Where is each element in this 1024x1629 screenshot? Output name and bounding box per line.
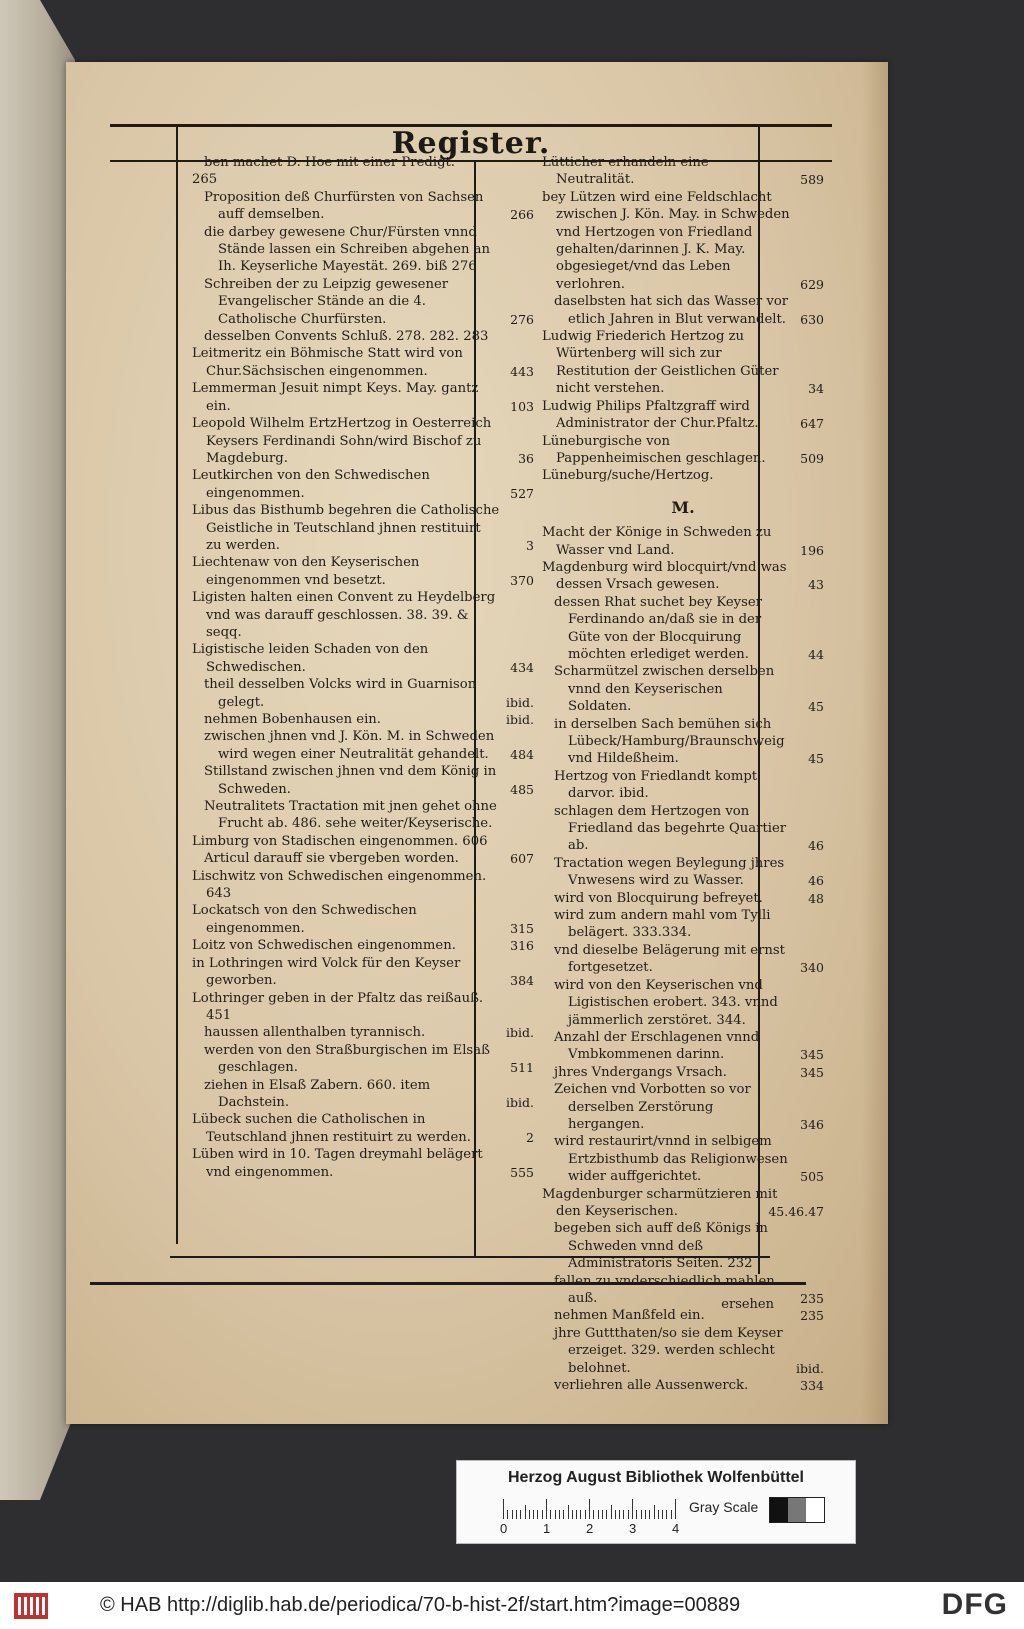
index-entry [192,1024,534,1041]
index-entry [192,833,534,850]
page-title: Register. [391,126,551,161]
index-entry [192,189,534,224]
left-index-column [192,154,534,1181]
ruler-number: 4 [672,1521,680,1536]
index-entry [192,868,534,903]
ruler-tick [671,1510,672,1519]
index-entry [542,803,824,855]
ruler-tick [550,1510,551,1519]
document-page [66,62,888,1424]
index-entry-text: wird restaurirt/vnnd in selbigem Ertzbisthumb das Religionwesen wider auffgerichtet. [554,1134,788,1185]
index-entry-page: 484 [510,746,534,762]
index-entry [192,711,534,728]
index-entry-text: verliehren alle Aussenwerck. [554,1378,749,1394]
index-entry-page: 43 [808,577,824,593]
ruler-tick [542,1510,543,1519]
section-letter: M. [671,497,695,517]
ruler-tick [585,1510,586,1519]
index-entry-text: Leutkirchen von den Schwedischen eingenommen. [192,468,430,501]
index-entry [192,902,534,937]
index-entry-text: in Lothringen wird Volck für den Keyser geworben. [192,955,461,989]
index-entry-text: jhre Guttthaten/so sie dem Keyser erzeiget. 329. werden schlecht belohnet. [554,1325,783,1376]
index-entry [192,1042,534,1077]
index-entry-page: 443 [510,363,534,379]
index-entry-text: Loitz von Schwedischen eingenommen. [192,938,456,954]
viewer-footer [0,1582,1024,1629]
ruler-tick [641,1510,642,1519]
index-entry [192,1077,534,1112]
index-entry [192,328,534,345]
index-entry-page: 235 [800,1308,824,1324]
index-entry [192,1146,534,1181]
index-entry-text: Schreiben der zu Leipzig gewesener Evangelischer Stände an die 4. Catholische Churfürsten. [204,276,449,327]
ruler-tick [520,1510,521,1519]
index-entry-page: 527 [510,485,534,501]
index-entry [542,328,824,398]
ruler-tick [619,1510,620,1519]
index-entry [192,641,534,676]
index-entry-page: 3 [526,537,534,553]
institution-name: Herzog August Bibliothek Wolfenbüttel [508,1469,804,1486]
index-entry-page: 345 [800,1047,824,1063]
index-entry-page: 630 [800,311,824,327]
ruler-tick [512,1510,513,1519]
index-entry-page: 34 [808,381,824,397]
ruler-tick [568,1505,569,1519]
index-entry-text: ziehen in Elsaß Zabern. 660. item Dachstein. [204,1077,431,1110]
index-entry-page: 44 [808,646,824,662]
index-entry-text: Ludwig Friederich Hertzog zu Würtenberg will sich zur Restitution der Geistlichen Güter nicht verstehen. [542,329,779,397]
index-entry [192,850,534,867]
index-entry-page: 45 [808,751,824,767]
ruler-tick [649,1510,650,1519]
index-entry [192,955,534,990]
index-entry-page: 316 [510,938,534,954]
swatch-gray [788,1498,806,1522]
ruler-tick [529,1510,530,1519]
index-entry [542,1029,824,1064]
index-entry-text: Ligistische leiden Schaden von den Schwedischen. [192,642,429,675]
index-entry [192,380,534,415]
ruler-number: 1 [543,1521,551,1536]
index-entry-text: Stillstand zwischen jhnen vnd dem König in Schweden. [204,764,497,797]
index-entry [542,1081,824,1133]
index-entry [542,433,824,468]
index-entry-page: 2 [526,1129,534,1145]
index-entry-page: 45.46.47 [768,1203,824,1219]
index-entry-page: 511 [510,1060,534,1076]
ruler-tick [658,1510,659,1519]
index-entry-page: ibid. [796,1360,824,1376]
ruler-tick [628,1510,629,1519]
ruler-tick [636,1510,637,1519]
index-entry [192,415,534,467]
index-entry-text: Lüneburgische von Pappenheimischen geschlagen. [542,433,766,466]
index-entry-page: 36 [518,450,534,466]
index-entry-page: 266 [510,207,534,223]
ruler-tick [576,1510,577,1519]
ruler-tick [666,1510,667,1519]
ruler-tick [611,1505,612,1519]
index-entry-page: 340 [800,960,824,976]
index-entry-text: Liechtenaw von den Keyserischen eingenommen vnd besetzt. [192,555,420,588]
index-entry-page: 48 [808,890,824,906]
index-entry [542,293,824,328]
index-entry-text: wird von Blocquirung befreyet. [554,890,763,906]
index-entry [192,554,534,589]
index-entry-page: 509 [800,450,824,466]
source-url[interactable]: © HAB http://diglib.hab.de/periodica/70-b-hist-2f/start.htm?image=00889 [100,1594,741,1616]
index-entry [542,559,824,594]
index-entry-text: wird zum andern mahl vom Tylli belägert. 333.334. [554,908,771,941]
index-entry [192,171,534,188]
ruler-tick [598,1510,599,1519]
index-entry-page: 555 [510,1164,534,1180]
index-entry [542,154,824,189]
dfg-logo: DFG [941,1588,1008,1621]
ruler-tick [572,1510,573,1519]
index-entry-page: 46 [808,873,824,889]
ruler-tick [580,1510,581,1519]
gray-scale-label: Gray Scale [689,1499,759,1515]
index-entry-text: begeben sich auff deß Königs in Schweden vnnd deß Administratoris Seiten. 232 [554,1221,768,1272]
ruler-number: 3 [629,1521,637,1536]
index-entry-text: Zeichen vnd Vorbotten so vor derselben Zerstörung hergangen. [554,1082,751,1132]
index-entry-page: 370 [510,572,534,588]
index-entry [192,345,534,380]
ruler-tick [533,1510,534,1519]
index-entry [542,1186,824,1221]
index-entry-text: Ludwig Philips Pfaltzgraff wird Administrator der Chur.Pfaltz. [542,398,759,432]
index-entry-text: Lischwitz von Schwedischen eingenommen. 643 [192,868,487,902]
index-entry-page: 589 [800,172,824,188]
index-entry-text: Tractation wegen Beylegung jhres Vnwesens wird zu Wasser. [554,855,785,889]
index-entry [542,716,824,768]
index-entry [542,1377,824,1394]
index-entry [542,594,824,664]
ruler-tick [507,1510,508,1519]
index-entry-text: Lüneburg/suche/Hertzog. [542,468,714,484]
index-entry-text: Neutralitets Tractation mit jnen gehet ohne Frucht ab. 486. sehe weiter/Keyserische. [204,799,497,832]
swatch-black [770,1498,788,1522]
index-entry-text: Proposition deß Churfürsten von Sachsen auff demselben. [204,189,484,223]
index-entry-text: Magdenburg wird blocquirt/vnd was dessen Vrsach gewesen. [542,559,787,593]
ruler-tick [516,1510,517,1519]
index-entry [542,768,824,803]
index-entry-text: dessen Rhat suchet bey Keyser Ferdinando an/daß sie in der Güte von der Blocquirung möchten erlediget werden. [554,594,762,662]
index-entry-page: ibid. [506,1094,534,1110]
index-entry [542,1325,824,1377]
index-entry [542,977,824,1029]
index-entry [542,942,824,977]
index-entry-text: Scharmützel zwischen derselben vnnd den Keyserischen Soldaten. [554,664,775,715]
index-entry [192,276,534,328]
ruler-tick [675,1499,676,1519]
index-entry-text: Lockatsch von den Schwedischen eingenommen. [192,903,417,936]
index-entry [192,467,534,502]
index-entry-text: Magdenburger scharmützieren mit den Keyserischen. [542,1186,778,1219]
index-entry-text: in derselben Sach bemühen sich Lübeck/Hamburg/Braunschweig vnd Hildeßheim. [554,716,785,767]
color-calibration-bar [456,1460,856,1544]
ruler-tick [589,1499,590,1519]
ruler-tick [559,1510,560,1519]
index-entry-text: haussen allenthalben tyrannisch. [204,1025,426,1041]
index-entry-text: fallen zu vnderschiedlich mahlen auß. [554,1273,775,1306]
index-entry-page: ibid. [506,1025,534,1041]
index-entry [192,154,534,171]
index-entry-text: Macht der Könige in Schweden zu Wasser vnd Land. [542,525,772,558]
index-entry [542,1133,824,1185]
index-entry-page: 276 [510,311,534,327]
index-entry-text: Limburg von Stadischen eingenommen. 606 [192,833,488,849]
index-entry-page: 46 [808,838,824,854]
gray-swatches [769,1497,825,1523]
index-entry-page: 196 [800,542,824,558]
index-entry-text: nehmen Manßfeld ein. [554,1308,705,1324]
index-entry [542,524,824,559]
index-entry-text: Hertzog von Friedlandt kompt darvor. ibid. [554,768,758,802]
right-index-column [542,154,824,1394]
index-entry [542,467,824,484]
index-entry [542,398,824,433]
index-entry-page: 434 [510,659,534,675]
index-entry-page: ibid. [506,712,534,727]
index-entry-text: vnd dieselbe Belägerung mit ernst fortgesetzet. [554,942,785,976]
index-entry-page: 315 [510,920,534,936]
index-entry [192,990,534,1025]
index-entry-text: ben machet D. Hoe mit einer Predigt. [204,155,455,170]
index-entry-text: nehmen Bobenhausen ein. [204,712,381,727]
index-entry-page: 607 [510,851,534,867]
index-entry-page: 505 [800,1169,824,1185]
index-entry-text: Anzahl der Erschlagenen vnnd Vmbkommenen darinn. [554,1029,760,1063]
index-entry [542,855,824,890]
index-entry [542,1064,824,1081]
index-entry-text: Lüben wird in 10. Tagen dreymahl belägert vnd eingenommen. [192,1147,483,1180]
index-entry-page: 647 [800,416,824,432]
index-entry [192,798,534,833]
index-entry-page: 346 [800,1116,824,1132]
index-entry-text: theil desselben Volcks wird in Guarnison gelegt. [204,677,477,710]
index-entry-text: wird von den Keyserischen vnd Ligistischen erobert. 343. vnnd jämmerlich zerstöret. 344. [554,977,778,1028]
index-entry-text: Articul darauff sie vbergeben worden. [204,851,459,867]
index-entry-text: zwischen jhnen vnd J. Kön. M. in Schweden wird wegen einer Neutralität gehandelt. [204,729,495,762]
index-entry [192,589,534,641]
index-entry [542,1220,824,1272]
index-entry [542,907,824,942]
index-entry-text: Lütticher erhandeln eine Neutralität. [542,155,709,188]
index-entry [192,763,534,798]
index-entry-page: 384 [510,973,534,989]
ruler-number: 2 [586,1521,594,1536]
index-entry [542,1273,824,1308]
ruler-tick [632,1499,633,1519]
ruler-tick [525,1505,526,1519]
index-entry-page: 103 [510,398,534,414]
index-entry-text: bey Lützen wird eine Feldschlacht zwischen J. Kön. May. in Schweden vnd Hertzogen von Friedland gehalten/darinnen J. K. May. obgesieget/vnd das Leben verlohren. [542,189,790,292]
index-entry-text: daselbsten hat sich das Wasser vor etlich Jahren in Blut verwandelt. [554,294,789,327]
ruler-tick [662,1510,663,1519]
index-entry-page: 629 [800,276,824,292]
index-entry [192,937,534,954]
index-entry-page: 235 [800,1291,824,1306]
ruler-tick [654,1505,655,1519]
ruler-tick [602,1510,603,1519]
ruler-tick [563,1510,564,1519]
hab-logo-icon [14,1593,48,1619]
index-entry-page: ibid. [506,694,534,710]
index-entry [192,728,534,763]
ruler-tick [606,1510,607,1519]
index-entry-text: werden von den Straßburgischen im Elsaß geschlagen. [204,1042,490,1076]
ruler-tick [593,1510,594,1519]
swatch-white [806,1498,824,1522]
index-entry-text: desselben Convents Schluß. 278. 282. 283 [204,329,489,345]
index-entry [192,1111,534,1146]
index-entry-page: 485 [510,781,534,797]
index-entry [542,1307,824,1324]
ruler-number: 0 [500,1521,508,1536]
index-entry-text: Libus das Bisthumb begehren die Catholische Geistliche in Teutschland jhnen restituirt zu werden. [192,503,500,553]
left-inner-rule [176,124,178,1244]
ruler-tick [615,1510,616,1519]
index-entry-text: Ligisten halten einen Convent zu Heydelberg vnd was darauff geschlossen. 38. 39. & seqq. [192,590,496,640]
index-entry-text: Leitmeritz ein Böhmische Statt wird von Chur.Sächsischen eingenommen. [192,346,463,379]
index-entry [192,224,534,276]
index-entry [542,663,824,715]
index-entry-text: 265 [192,172,218,188]
index-entry-text: die darbey gewesene Chur/Fürsten vnnd Stände lassen ein Schreiben abgehen an Ih. Keyserliche Mayestät. 269. biß 276 [204,224,490,275]
index-entry-page: 45 [808,699,824,715]
index-entry [542,189,824,293]
index-entry-text: schlagen dem Hertzogen von Friedland das begehrte Quartier ab. [554,803,787,854]
ruler-tick [537,1510,538,1519]
ruler-tick [645,1510,646,1519]
catchword: ersehen [721,1297,774,1312]
ruler-tick [555,1510,556,1519]
index-entry [192,676,534,711]
index-entry [542,890,824,907]
index-entry-page: 334 [800,1378,824,1394]
index-entry-text: Lothringer geben in der Pfaltz das reißauß. 451 [192,990,484,1023]
index-entry-text: Lemmerman Jesuit nimpt Keys. May. gantz ein. [192,381,479,414]
index-entry-text: Leopold Wilhelm ErtzHertzog in Oesterreich Keysers Ferdinandi Sohn/wird Bischof zu Magdeburg. [192,416,492,466]
index-entry-text: Lübeck suchen die Catholischen in Teutschland jhnen restituirt zu werden. [192,1112,471,1145]
index-entry-page: 345 [800,1064,824,1080]
index-entry [192,502,534,554]
ruler-tick [546,1499,547,1519]
measurement-ruler [503,1499,679,1519]
index-entry-text: jhres Vndergangs Vrsach. [554,1064,727,1080]
ruler-tick [623,1510,624,1519]
ruler-tick [503,1499,504,1519]
